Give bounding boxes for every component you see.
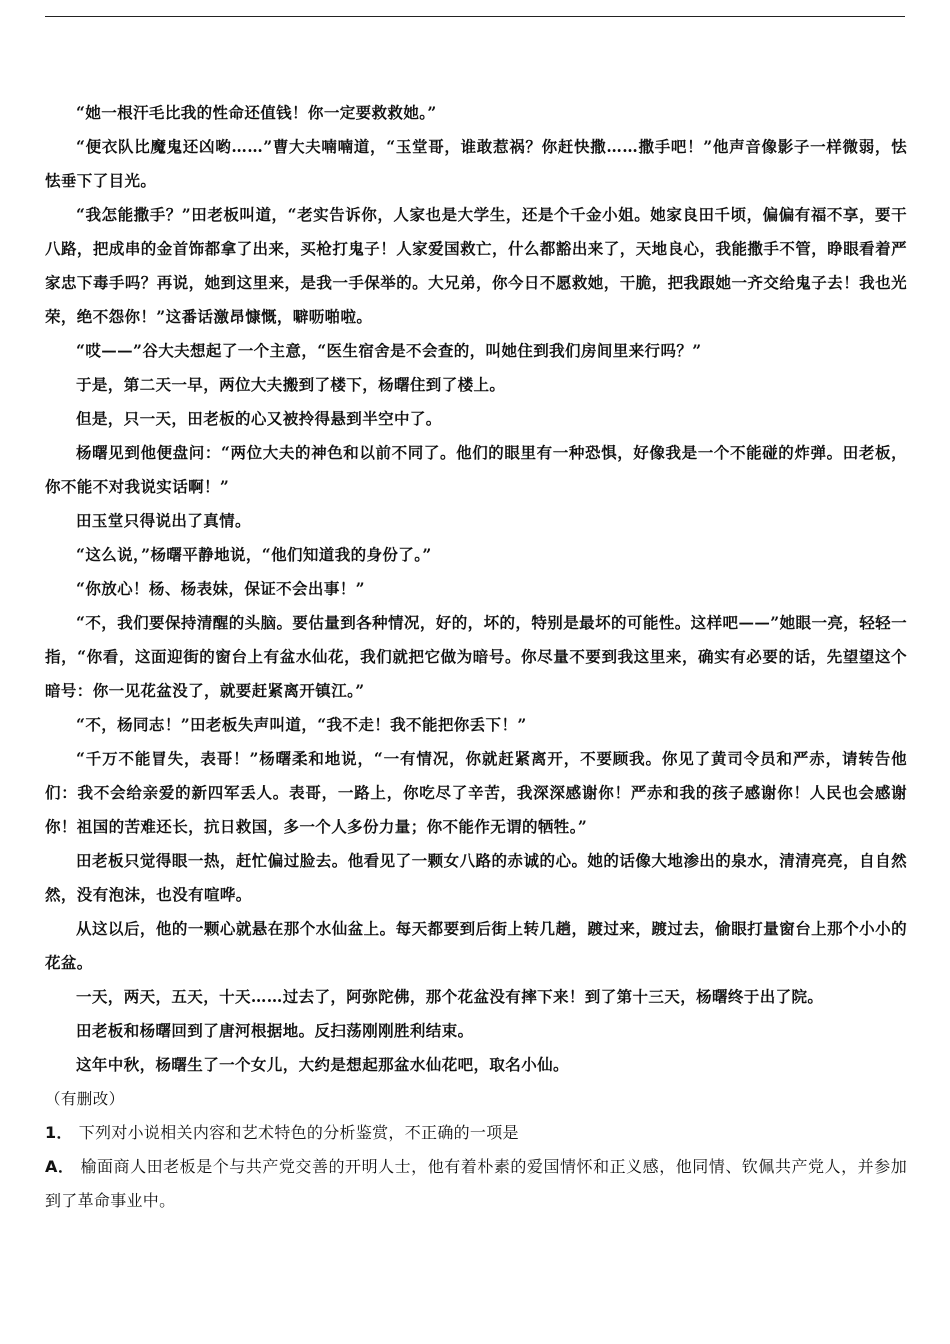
option-text: 榆面商人田老板是个与共产党交善的开明人士，他有着朴素的爱国情怀和正义感，他同情、钦佩共产党人，并参加到了革命事业中。 <box>45 1157 907 1210</box>
paragraph: “不，我们要保持清醒的头脑。要估量到各种情况，好的，坏的，特别是最坏的可能性。这样吧——”她眼一亮，轻轻一指，“你看，这面迎街的窗台上有盆水仙花，我们就把它做为暗号。你尽量不要到我这里来，确实有必要的话，先望望这个暗号：你一见花盆没了，就要赶紧离开镇江。” <box>45 613 907 700</box>
paragraph: 但是，只一天，田老板的心又被拎得悬到半空中了。 <box>76 409 442 428</box>
paragraph: 田老板只觉得眼一热，赶忙偏过脸去。他看见了一颗女八路的赤诚的心。她的话像大地渗出的泉水，清清亮亮，自自然然，没有泡沫，也没有喧哗。 <box>45 851 907 904</box>
paragraph: 从这以后，他的一颗心就悬在那个水仙盆上。每天都要到后街上转几趟，踱过来，踱过去，偷眼打量窗台上那个小小的花盆。 <box>45 919 907 972</box>
paragraph: “哎——”谷大夫想起了一个主意，“医生宿舍是不会查的，叫她住到我们房间里来行吗？” <box>76 341 702 360</box>
document-body <box>45 96 907 1218</box>
paragraph: 于是，第二天一早，两位大夫搬到了楼下，杨曙住到了楼上。 <box>76 375 506 394</box>
paragraph: “这么说，”杨曙平静地说，“他们知道我的身份了。” <box>76 545 432 564</box>
question-1 <box>45 1116 907 1150</box>
abridged-note: （有删改） <box>45 1090 125 1108</box>
paragraph: “不，杨同志！”田老板失声叫道，“我不走！我不能把你丢下！” <box>76 715 527 734</box>
paragraph: 一天，两天，五天，十天……过去了，阿弥陀佛，那个花盆没有摔下来！到了第十三天，杨曙终于出了院。 <box>76 987 824 1006</box>
paragraph: 杨曙见到他便盘问：“两位大夫的神色和以前不同了。他们的眼里有一种恐惧，好像我是一个不能碰的炸弹。田老板，你不能不对我说实话啊！” <box>45 443 907 496</box>
option-label: A． <box>45 1157 75 1176</box>
paragraph: “便衣队比魔鬼还凶哟……”曹大夫喃喃道，“玉堂哥，谁敢惹祸？你赶快撒……撒手吧！”他声音像影子一样微弱，怯怯垂下了目光。 <box>45 137 907 190</box>
paragraph: “我怎能撒手？”田老板叫道，“老实告诉你，人家也是大学生，还是个千金小姐。她家良田千顷，偏偏有福不享，要干八路，把成串的金首饰都拿了出来，买枪打鬼子！人家爱国救亡，什么都豁出来了，天地良心，我能撒手不管，睁眼看着严家忠下毒手吗？再说，她到这里来，是我一手保举的。大兄弟，你今日不愿救她，干脆，把我跟她一齐交给鬼子去！我也光荣，绝不怨你！”这番话激昂慷慨，噼呖啪啦。 <box>45 205 907 326</box>
header-rule <box>45 16 905 17</box>
paragraph: “你放心！杨、杨表妹，保证不会出事！” <box>76 579 365 598</box>
paragraph: 田玉堂只得说出了真情。 <box>76 511 251 530</box>
paragraph: 这年中秋，杨曙生了一个女儿，大约是想起那盆水仙花吧，取名小仙。 <box>76 1055 569 1074</box>
question-text: 下列对小说相关内容和艺术特色的分析鉴赏，不正确的一项是 <box>78 1123 519 1142</box>
paragraph: 田老板和杨曙回到了唐河根据地。反扫荡刚刚胜利结束。 <box>76 1021 474 1040</box>
paragraph: “她一根汗毛比我的性命还值钱！你一定要救救她。” <box>76 103 437 122</box>
question-number: 1． <box>45 1123 73 1142</box>
paragraph: “千万不能冒失，表哥！”杨曙柔和地说，“一有情况，你就赶紧离开，不要顾我。你见了黄司令员和严赤，请转告他们：我不会给亲爱的新四军丢人。表哥，一路上，你吃尽了辛苦，我深深感谢你！严赤和我的孩子感谢你！人民也会感谢你！祖国的苦难还长，抗日救国，多一个人多份力量；你不能作无谓的牺牲。” <box>45 749 907 836</box>
option-a <box>45 1150 907 1218</box>
